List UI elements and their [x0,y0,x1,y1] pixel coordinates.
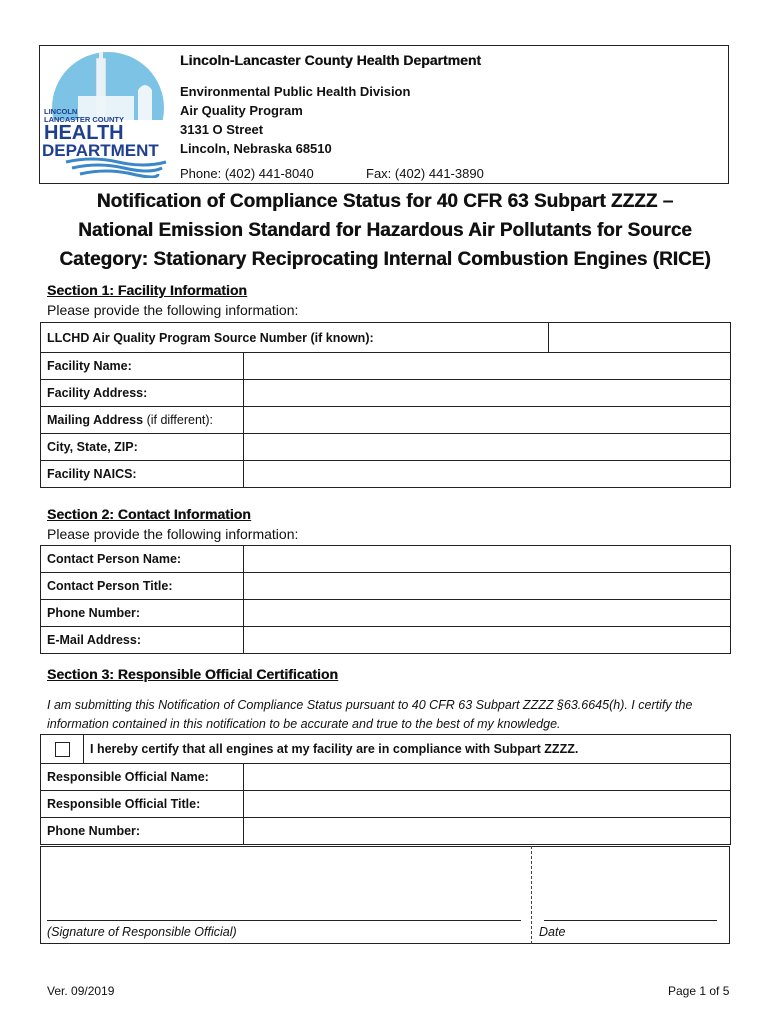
table-row [41,627,731,654]
table-row [41,546,731,573]
mailing-address-note: (if different): [143,413,214,427]
compliance-checkbox[interactable] [55,742,70,757]
title-line-2: National Emission Standard for Hazardous Air Pollutants for Source [78,220,692,241]
table-row [41,380,731,407]
table-row [41,764,731,791]
table-row [41,791,731,818]
contact-title-label: Contact Person Title: [41,573,244,600]
table-row [41,323,731,353]
facility-fields-table [40,352,731,488]
city-state-zip-field[interactable] [244,434,731,461]
section1-heading: Section 1: Facility Information [47,282,247,298]
official-phone-label: Phone Number: [41,818,244,845]
contact-email-field[interactable] [244,627,731,654]
facility-naics-label: Facility NAICS: [41,461,244,488]
phone-number: Phone: (402) 441-8040 [180,166,314,181]
source-number-label: LLCHD Air Quality Program Source Number (if known): [41,323,549,353]
official-title-field[interactable] [244,791,731,818]
svg-text:DEPARTMENT: DEPARTMENT [42,141,159,160]
contact-name-field[interactable] [244,546,731,573]
svg-text:LANCASTER COUNTY: LANCASTER COUNTY [44,115,124,124]
source-number-field[interactable] [549,323,731,353]
facility-address-label: Facility Address: [41,380,244,407]
fax-number: Fax: (402) 441-3890 [366,166,484,181]
city-line: Lincoln, Nebraska 68510 [180,141,332,156]
date-line [544,920,717,921]
contact-email-label: E-Mail Address: [41,627,244,654]
city-state-zip-label: City, State, ZIP: [41,434,244,461]
title-line-3: Category: Stationary Reciprocating Internal Combustion Engines (RICE) [59,249,711,270]
date-label: Date [539,925,566,939]
section2-heading: Section 2: Contact Information [47,506,251,522]
table-row [41,434,731,461]
table-row [41,600,731,627]
official-name-label: Responsible Official Name: [41,764,244,791]
checkbox-cell [41,735,84,764]
signature-line [47,920,521,921]
certification-checkbox-table [40,734,731,764]
division-line: Environmental Public Health Division [180,84,411,99]
mailing-address-text: Mailing Address [47,413,144,427]
contact-info-table [40,545,731,654]
official-name-field[interactable] [244,764,731,791]
form-title [40,187,730,274]
page-number: Page 1 of 5 [668,984,730,998]
table-row [41,735,731,764]
table-row [41,461,731,488]
official-title-label: Responsible Official Title: [41,791,244,818]
contact-phone-label: Phone Number: [41,600,244,627]
street-line: 3131 O Street [180,122,264,137]
table-row [41,573,731,600]
mailing-address-label [41,407,244,434]
table-row [41,353,731,380]
official-phone-field[interactable] [244,818,731,845]
checkbox-label: I hereby certify that all engines at my facility are in compliance with Subpart ZZZZ. [84,735,731,764]
section2-instructions: Please provide the following information: [47,526,299,542]
contact-phone-field[interactable] [244,600,731,627]
facility-name-field[interactable] [244,353,731,380]
certification-statement: I am submitting this Notification of Compliance Status pursuant to 40 CFR 63 Subpart ZZZZ §63.6645(h). I certify the information contained in this notification to be accurate and true to the best of my knowledge. [47,698,693,731]
table-row [41,818,731,845]
facility-info-table [40,322,731,353]
department-name: Lincoln-Lancaster County Health Department [180,52,482,68]
section3-heading: Section 3: Responsible Official Certification [47,666,338,682]
health-department-logo [42,50,174,178]
section1-instructions: Please provide the following information: [47,302,299,318]
contact-name-label: Contact Person Name: [41,546,244,573]
version-label: Ver. 09/2019 [47,984,115,998]
signature-divider [531,846,532,944]
table-row [41,407,731,434]
svg-text:LINCOLN: LINCOLN [44,107,78,116]
contact-title-field[interactable] [244,573,731,600]
program-line: Air Quality Program [180,103,303,118]
signature-label: (Signature of Responsible Official) [47,925,237,939]
facility-address-field[interactable] [244,380,731,407]
official-info-table [40,763,731,845]
title-line-1: Notification of Compliance Status for 40 CFR 63 Subpart ZZZZ – [96,191,674,212]
facility-name-label: Facility Name: [41,353,244,380]
facility-naics-field[interactable] [244,461,731,488]
mailing-address-field[interactable] [244,407,731,434]
svg-text:HEALTH: HEALTH [44,122,124,144]
